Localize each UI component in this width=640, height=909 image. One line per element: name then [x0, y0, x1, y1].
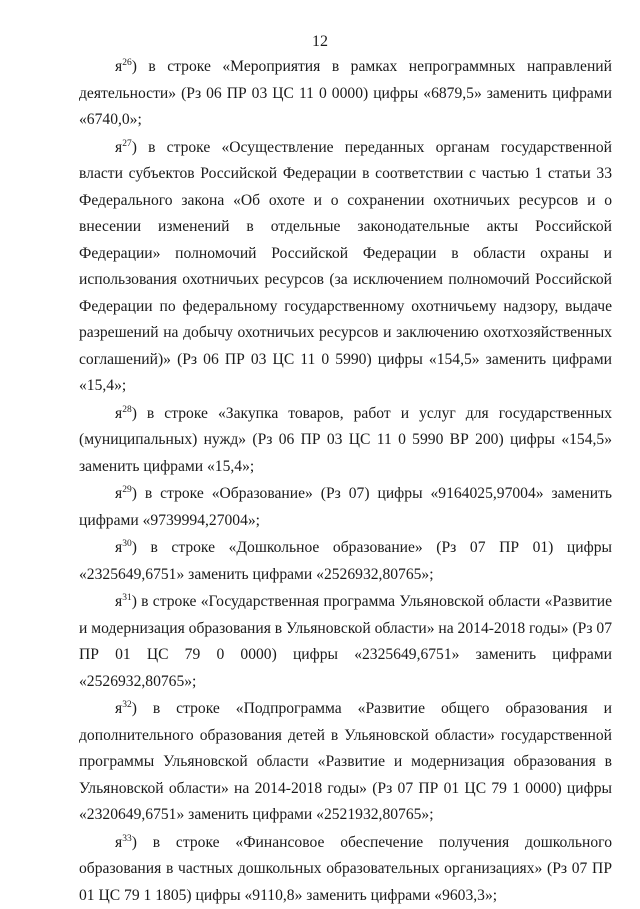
- item-paren: ): [132, 700, 137, 717]
- item-paren: ): [132, 139, 137, 156]
- item-letter: я: [115, 58, 122, 75]
- item-text: в строке «Мероприятия в рамках непрограммных направлений деятельности» (Рз 06 ПР 03 ЦС 11 0 0000) цифры «6879,5» заменить цифрами «6740,0»;: [79, 58, 612, 128]
- item-letter: я: [115, 700, 122, 717]
- item-marker: [115, 139, 137, 156]
- item-text: в строке «Закупка товаров, работ и услуг для государственных (муниципальных) нужд» (Рз 06 ПР 03 ЦС 11 0 5990 ВР 200) цифры «154,5» заменить цифрами «15,4»;: [79, 405, 612, 475]
- item-letter: я: [115, 593, 122, 610]
- list-item: [79, 830, 612, 909]
- item-letter: я: [115, 539, 122, 556]
- item-marker: [115, 539, 137, 556]
- item-letter: я: [115, 834, 122, 851]
- item-marker: [115, 485, 137, 502]
- item-letter: я: [115, 405, 122, 422]
- item-number: 26: [122, 58, 132, 68]
- item-paren: ): [132, 485, 137, 502]
- list-item: [79, 696, 612, 829]
- item-number: 29: [122, 485, 132, 495]
- item-text: в строке «Финансовое обеспечение получения дошкольного образования в частных дошкольных образовательных организациях» (Рз 07 ПР 01 ЦС 79 1 1805) цифры «9110,8» заменить цифрами «9603,3»;: [79, 834, 612, 904]
- list-item: [79, 54, 612, 134]
- item-number: 33: [122, 834, 132, 844]
- item-marker: [115, 593, 137, 610]
- list-item: [79, 481, 612, 534]
- item-number: 27: [122, 139, 132, 149]
- item-text: в строке «Осуществление переданных органам государственной власти субъектов Российской Федерации в соответствии с частью 1 статьи 33 Федерального закона «Об охоте и о сохранении охотничьих ресурсов и о внесении изменений в отдельные законодательные акты Российской Федерации» полномочий Российской Федерации в области охраны и использования охотничьих ресурсов (за исключением полномочий Российской Федерации по федеральному государственному охотничьему надзору, выдаче разрешений на добычу охотничьих ресурсов и заключению охотхозяйственных соглашений)» (Рз 06 ПР 03 ЦС 11 0 5990) цифры «154,5» заменить цифрами «15,4»;: [79, 139, 612, 395]
- item-paren: ): [132, 834, 137, 851]
- item-number: 32: [122, 700, 132, 710]
- item-marker: [115, 405, 137, 422]
- item-number: 30: [122, 539, 132, 549]
- item-text: в строке «Дошкольное образование» (Рз 07 ПР 01) цифры «2325649,6751» заменить цифрами «2526932,80765»;: [79, 539, 612, 583]
- list-item: [79, 135, 612, 400]
- item-marker: [115, 58, 137, 75]
- item-text: в строке «Образование» (Рз 07) цифры «9164025,97004» заменить цифрами «9739994,27004»;: [79, 485, 612, 529]
- item-text: в строке «Государственная программа Ульяновской области «Развитие и модернизация образования в Ульяновской области» на 2014-2018 годы» (Рз 07 ПР 01 ЦС 79 0 0000) цифры «2325649,6751» заменить цифрами «2526932,80765»;: [79, 593, 612, 690]
- item-paren: ): [132, 593, 137, 610]
- item-marker: [115, 834, 137, 851]
- page-number: 12: [0, 33, 640, 51]
- item-text: в строке «Подпрограмма «Развитие общего образования и дополнительного образования детей в Ульяновской области» государственной программы Ульяновской области «Развитие и модернизация образования в Ульяновской области» на 2014-2018 годы» (Рз 07 ПР 01 ЦС 79 1 0000) цифры «2320649,6751» заменить цифрами «2521932,80765»;: [79, 700, 612, 823]
- item-paren: ): [132, 539, 137, 556]
- item-number: 28: [122, 405, 132, 415]
- list-item: [79, 401, 612, 481]
- item-letter: я: [115, 139, 122, 156]
- item-paren: ): [132, 405, 137, 422]
- list-item: [79, 535, 612, 588]
- item-number: 31: [122, 593, 132, 603]
- item-paren: ): [132, 58, 137, 75]
- item-marker: [115, 700, 137, 717]
- list-item: [79, 589, 612, 695]
- item-letter: я: [115, 485, 122, 502]
- document-body: [79, 54, 612, 909]
